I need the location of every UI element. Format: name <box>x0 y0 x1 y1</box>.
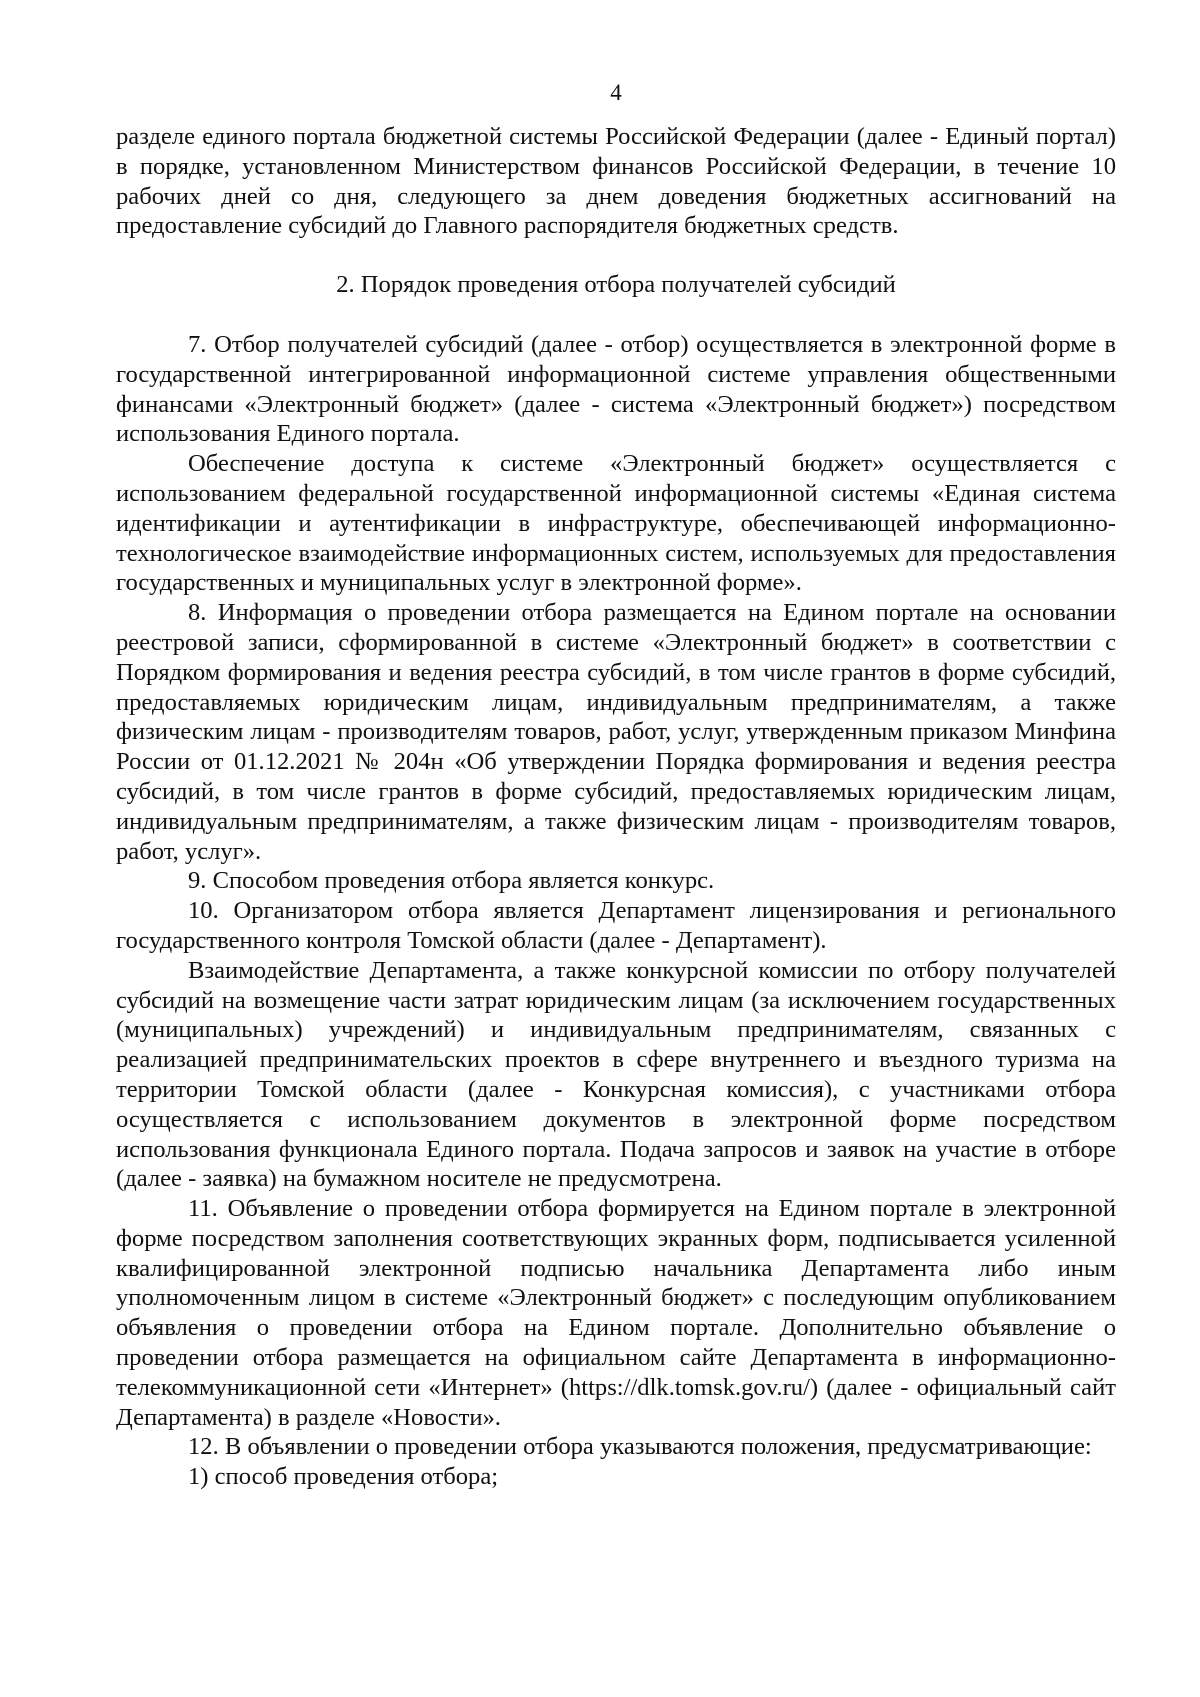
page-number: 4 <box>610 80 622 105</box>
paragraph-11: 11. Объявление о проведении отбора формируется на Едином портале в электронной форме посредством заполнения соответствующих экранных форм, подписывается усиленной квалифицированной электронной подписью начальника Департамента либо иным уполномоченным лицом в системе «Электронный бюджет» с последующим опубликованием объявления о проведении отбора на Едином портале. Дополнительно объявление о проведении отбора размещается на официальном сайте Департамента в информационно-телекоммуникационной сети «Интернет» (https://dlk.tomsk.gov.ru/) (далее - официальный сайт Департамента) в разделе «Новости». <box>116 1195 1116 1431</box>
paragraph-12: 12. В объявлении о проведении отбора указываются положения, предусматривающие: <box>188 1433 1092 1461</box>
section-title: 2. Порядок проведения отбора получателей субсидий <box>336 271 896 299</box>
paragraph-10: 10. Организатором отбора является Департамент лицензирования и регионального государственного контроля Томской области (далее - Департамент). <box>116 897 1116 954</box>
list-item: 1) способ проведения отбора; <box>188 1463 499 1491</box>
paragraph-interaction: Взаимодействие Департамента, а также конкурсной комиссии по отбору получателей субсидий на возмещение части затрат юридическим лицам (за исключением государственных (муниципальных) учреждений) и индивидуальным предпринимателям, связанных с реализацией предпринимательских проектов в сфере внутреннего и въездного туризма на территории Томской области (далее - Конкурсная комиссия), с участниками отбора осуществляется с использованием документов в электронной форме посредством использования функционала Единого портала. Подача запросов и заявок на участие в отборе (далее - заявка) на бумажном носителе не предусмотрена. <box>116 956 1116 1193</box>
intro-paragraph: разделе единого портала бюджетной системы Российской Федерации (далее - Единый портал) в порядке, установленном Министерством финансов Российской Федерации, в течение 10 рабочих дней со дня, следующего за днем доведения бюджетных ассигнований на предоставление субсидий до Главного распорядителя бюджетных средств. <box>116 123 1116 240</box>
paragraph-access: Обеспечение доступа к системе «Электронный бюджет» осуществляется с использованием федеральной государственной информационной системы «Единая система идентификации и аутентификации в инфраструктуре, обеспечивающей информационно-технологическое взаимодействие информационных систем, используемых для предоставления государственных и муниципальных услуг в электронной форме». <box>116 450 1116 597</box>
paragraph-9: 9. Способом проведения отбора является конкурс. <box>188 867 715 895</box>
paragraph-8: 8. Информация о проведении отбора размещается на Едином портале на основании реестровой записи, сформированной в системе «Электронный бюджет» в соответствии с Порядком формирования и ведения реестра субсидий, в том числе грантов в форме субсидий, предоставляемых юридическим лицам, индивидуальным предпринимателям, а также физическим лицам - производителям товаров, работ, услуг, утвержденным приказом Минфина России от 01.12.2021 № 204н «Об утверждении Порядка формирования и ведения реестра субсидий, в том числе грантов в форме субсидий, предоставляемых юридическим лицам, индивидуальным предпринимателям, а также физическим лицам - производителям товаров, работ, услуг». <box>116 599 1116 865</box>
paragraph-7: 7. Отбор получателей субсидий (далее - отбор) осуществляется в электронной форме в государственной интегрированной информационной системе управления общественными финансами «Электронный бюджет» (далее - система «Электронный бюджет») посредством использования Единого портала. <box>116 330 1116 448</box>
